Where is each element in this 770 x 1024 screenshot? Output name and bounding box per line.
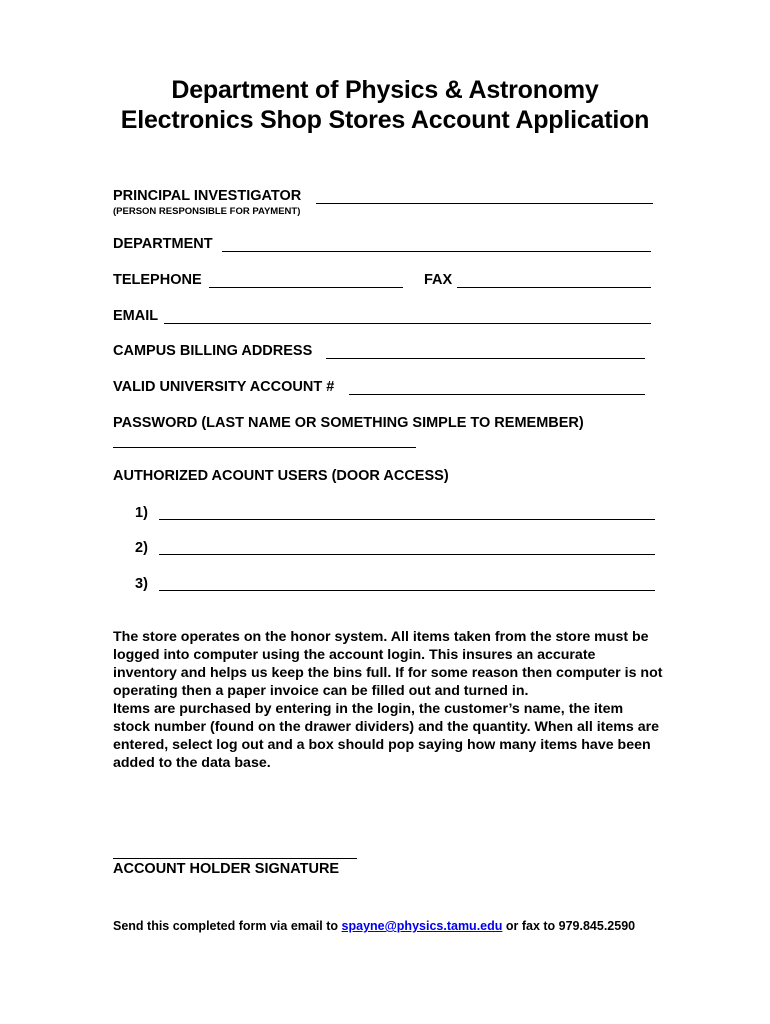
department-label: DEPARTMENT (113, 236, 213, 252)
telephone-field[interactable] (209, 287, 403, 288)
authorized-user-number-3: 3) (135, 576, 148, 592)
password-label: PASSWORD (LAST NAME OR SOMETHING SIMPLE TO REMEMBER) (113, 415, 584, 431)
department-field[interactable] (222, 251, 651, 252)
authorized-user-field-3[interactable] (159, 590, 655, 591)
telephone-label: TELEPHONE (113, 272, 202, 288)
email-field[interactable] (164, 323, 651, 324)
authorized-users-heading: AUTHORIZED ACOUNT USERS (DOOR ACCESS) (113, 468, 449, 484)
password-field[interactable] (113, 447, 416, 448)
authorized-user-field-1[interactable] (159, 519, 655, 520)
email-label: EMAIL (113, 308, 159, 324)
authorized-user-number-2: 2) (135, 540, 148, 556)
fax-label: FAX (424, 272, 453, 288)
form-title-line1: Department of Physics & Astronomy (171, 76, 599, 104)
principal-investigator-note: (PERSON RESPONSIBLE FOR PAYMENT) (113, 206, 301, 217)
submission-note-prefix: Send this completed form via email to (113, 919, 342, 933)
submission-note (113, 918, 635, 934)
submission-note-suffix: or fax to 979.845.2590 (502, 919, 636, 933)
signature-field[interactable] (113, 858, 357, 859)
instructions-paragraph-1: The store operates on the honor system. All items taken from the store must be logged into computer using the account login. This insures an accurate inventory and helps us keep the bins full. If for some reason then computer is not operating then a paper invoice can be filled out and turned in. (113, 629, 663, 699)
contact-email-link[interactable]: spayne@physics.tamu.edu (341, 919, 503, 933)
instructions-paragraph-2: Items are purchased by entering in the login, the customer’s name, the item stock number (found on the drawer dividers) and the quantity. When all items are entered, select log out and a box should pop saying how many items have been added to the data base. (113, 701, 660, 771)
campus-billing-address-field[interactable] (326, 358, 645, 359)
principal-investigator-label: PRINCIPAL INVESTIGATOR (113, 188, 302, 204)
instructions-text (113, 628, 663, 772)
signature-label: ACCOUNT HOLDER SIGNATURE (113, 861, 340, 877)
campus-billing-address-label: CAMPUS BILLING ADDRESS (113, 343, 313, 359)
principal-investigator-field[interactable] (316, 203, 653, 204)
authorized-user-field-2[interactable] (159, 554, 655, 555)
fax-field[interactable] (457, 287, 651, 288)
university-account-label: VALID UNIVERSITY ACCOUNT # (113, 379, 335, 395)
authorized-user-number-1: 1) (135, 505, 148, 521)
university-account-field[interactable] (349, 394, 645, 395)
form-title-line2: Electronics Shop Stores Account Application (120, 106, 650, 134)
